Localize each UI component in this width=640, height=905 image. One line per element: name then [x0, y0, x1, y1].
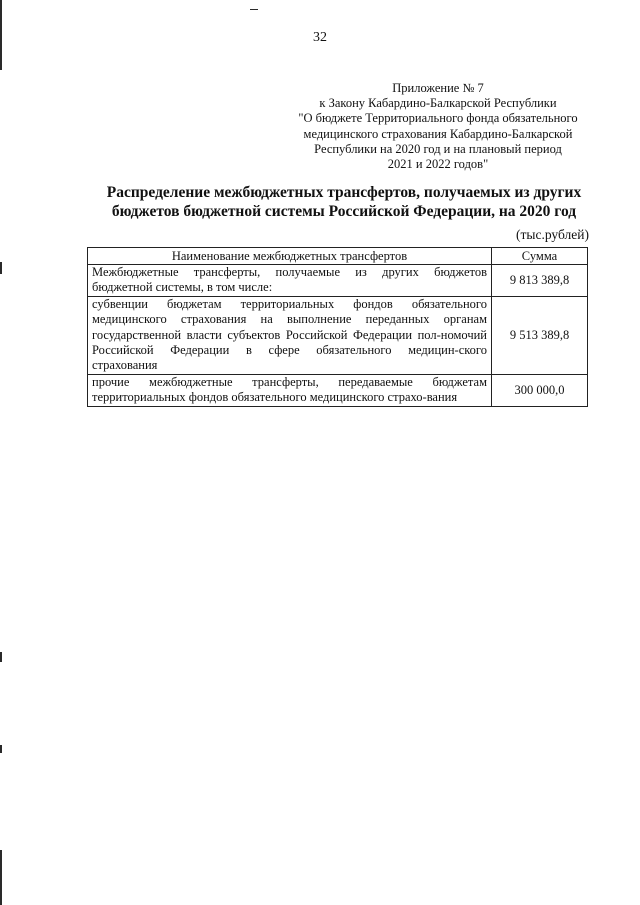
scan-edge-mark — [0, 850, 2, 905]
annex-line: к Закону Кабардино-Балкарской Республики — [319, 96, 557, 111]
title-line: бюджетов бюджетной системы Российской Федерации, на 2020 год — [111, 203, 577, 220]
annex-heading — [286, 81, 590, 172]
annex-line: 2021 и 2022 годов" — [387, 157, 489, 172]
header-name: Наименование межбюджетных трансфертов — [88, 248, 492, 265]
scan-edge-mark — [0, 262, 2, 274]
row-sum-cell: 9 513 389,8 — [492, 296, 588, 374]
scan-edge-mark — [0, 745, 2, 753]
document-title — [96, 183, 592, 221]
table-row — [88, 374, 588, 406]
annex-line: Приложение № 7 — [392, 81, 484, 95]
units-label: (тыс.рублей) — [516, 227, 589, 242]
scan-edge-mark — [0, 652, 2, 662]
annex-line: медицинского страхования Кабардино-Балкарской — [303, 126, 573, 141]
table-row — [88, 265, 588, 297]
title-line: Распределение межбюджетных трансфертов, получаемых из других — [106, 184, 582, 201]
row-name-cell: субвенции бюджетам территориальных фондов обязательного медицинского страхования на выполнение переданных органам государственной власти субъектов Российской Федерации пол-номочий Российской Федерации в сфере обязательного медицин-ского страхования — [88, 296, 492, 374]
header-sum: Сумма — [492, 248, 588, 265]
row-sum-cell: 9 813 389,8 — [492, 265, 588, 297]
row-name-cell: Межбюджетные трансферты, получаемые из других бюджетов бюджетной системы, в том числе: — [88, 265, 492, 297]
annex-line: Республики на 2020 год и на плановый период — [314, 141, 562, 156]
table-row — [88, 296, 588, 374]
annex-line: "О бюджете Территориального фонда обязательного — [298, 111, 578, 126]
scan-dash-mark — [250, 9, 258, 10]
row-name-cell: прочие межбюджетные трансферты, передаваемые бюджетам территориальных фондов обязательного медицинского страхо-вания — [88, 374, 492, 406]
table-header-row — [88, 248, 588, 265]
transfers-table — [87, 247, 588, 407]
page-number: 32 — [313, 30, 327, 45]
row-sum-cell: 300 000,0 — [492, 374, 588, 406]
